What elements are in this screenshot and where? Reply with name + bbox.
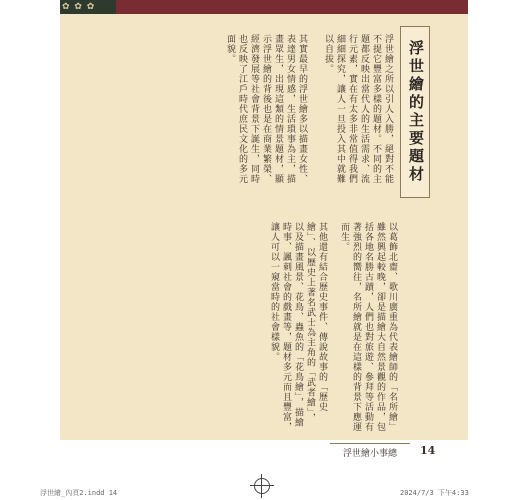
footer-book-title: 浮世繪小事總: [343, 449, 398, 459]
top-ornament: ✿ ✿ ✿: [62, 2, 96, 12]
registration-mark-vertical: [261, 474, 262, 498]
print-slug-date: 2024/7/3 下午4:33: [400, 489, 469, 497]
page-title: 浮世繪的主要題材: [407, 40, 425, 184]
paragraph-intro: 浮世繪之所以引人入勝，絕對不能不提它豐富多樣的題材。不同的主題都反映出當代人的生活需求、流行元素，實在有太多非常值得我們細細探究，讓人一旦投入其中就難以自拔。: [323, 34, 393, 184]
paragraph-early-works: 其實最早的浮世繪多以描畫女性、表達男女情感，生活瑣事為主，描畫眾生，出現這類的情景題材，顯示浮世繪的背後也是在商業繁榮、經濟發展等社會背景下誕生，同時也反映了江戶時代庶民文化的多元面貌。: [225, 34, 307, 184]
print-slug-file: 浮世繪_內頁2.indd 14: [40, 489, 118, 497]
top-decor-band: [60, 0, 468, 14]
page-number: 14: [420, 444, 436, 457]
registration-mark-horizontal: [250, 485, 274, 486]
footer-rule: [330, 443, 410, 444]
paragraph-landscape: 以葛飾北齋、歌川廣重為代表繪師的「名所繪」雖然興起較晚，卻是描繪大自然景觀的作品，包括各地名勝古蹟，人們也對旅遊、參拜等活動有著強烈的嚮往，名所繪就是在這樣的背景下應運而生。: [339, 222, 397, 432]
registration-mark-icon: [254, 478, 270, 494]
paragraph-history: 其他還有結合歷史事件、傳說故事的「歷史繪」、以歷史上著名武士為主角的「武者繪」，以及描畫風景、花鳥、蟲魚的「花鳥繪」，描繪時事、諷刺社會的戲畫等，題材多元而且豐富，讓人可以一窺當時的社會樣貌。: [269, 222, 327, 432]
